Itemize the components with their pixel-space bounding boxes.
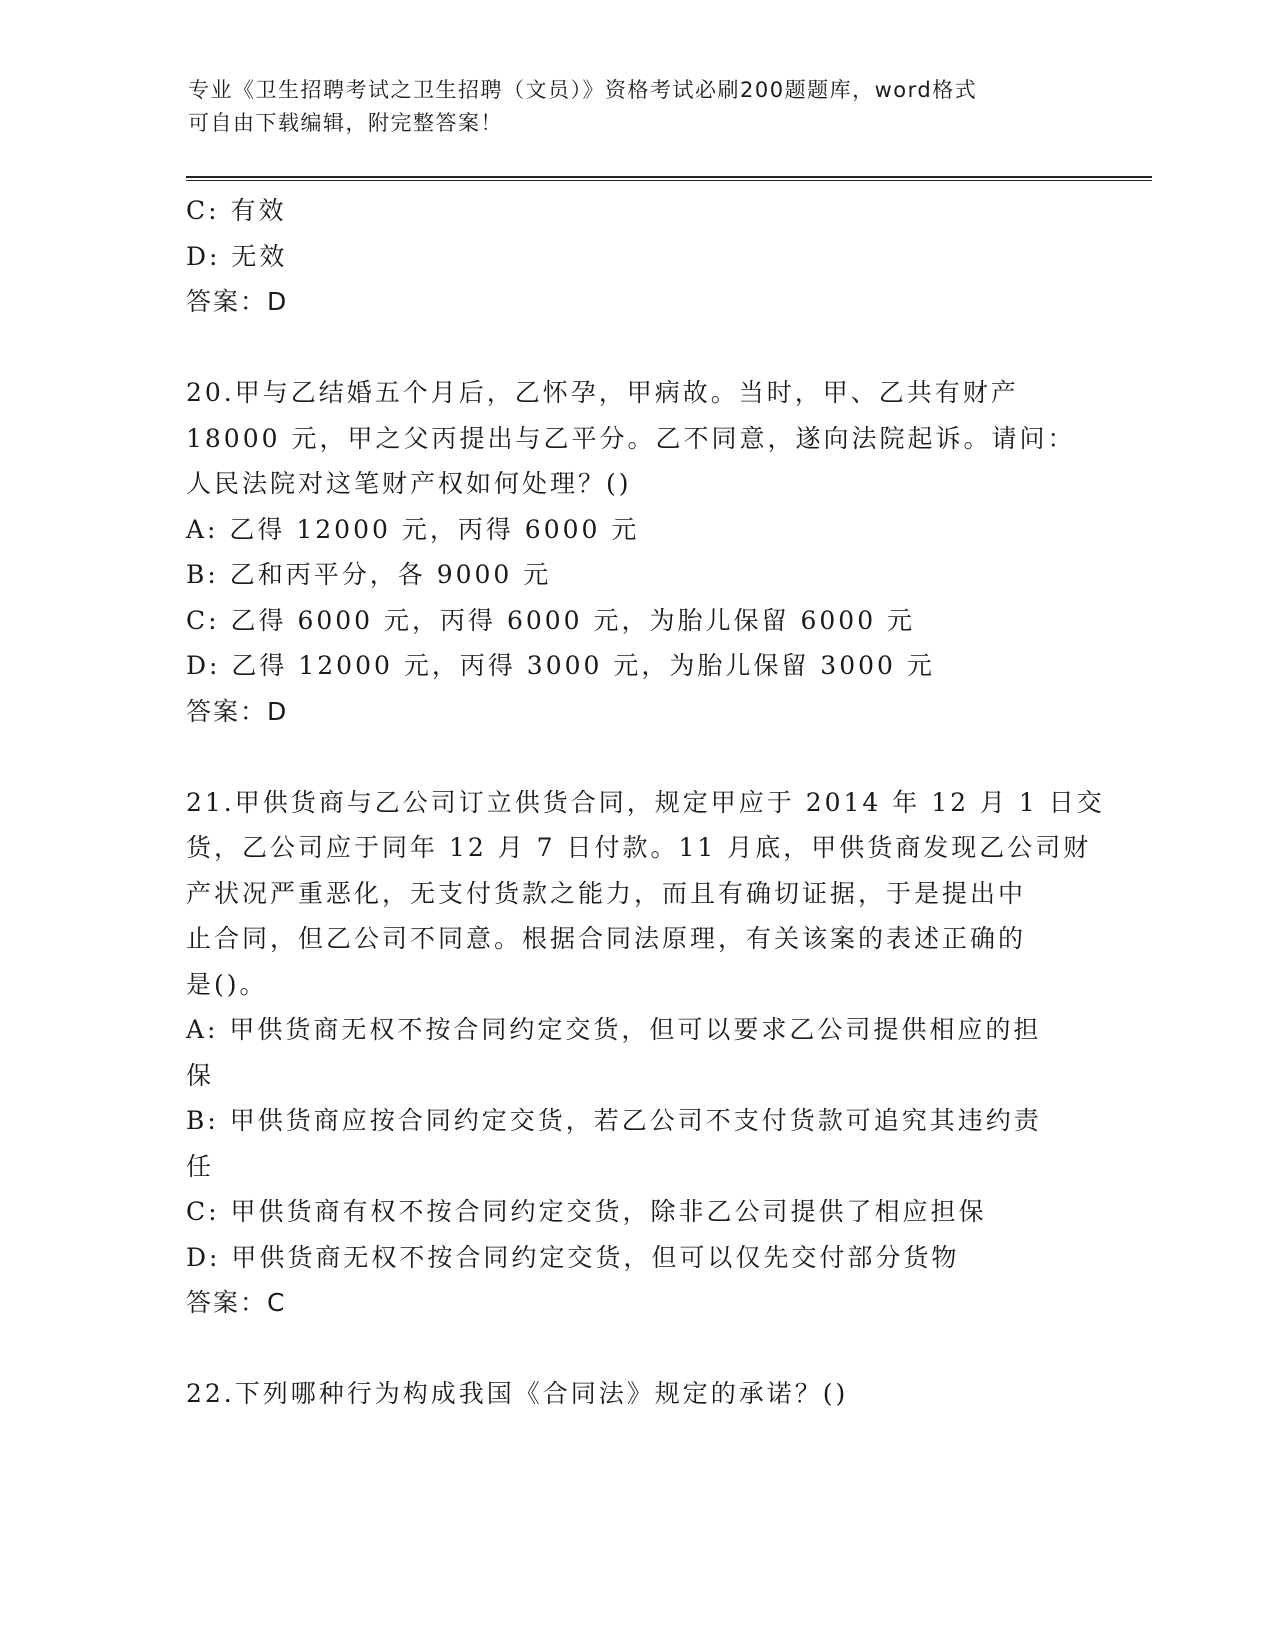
answer-line: 答案：C bbox=[186, 1288, 287, 1317]
option-a-continued: 保 bbox=[186, 1060, 215, 1090]
answer-line: 答案：D bbox=[186, 696, 289, 726]
question-22 bbox=[186, 1371, 1086, 1417]
question-text-line: 货，乙公司应于同年 12 月 7 日付款。11 月底，甲供货商发现乙公司财 bbox=[186, 833, 1092, 862]
spacer bbox=[186, 325, 1086, 371]
option-a: A: 甲供货商无权不按合同约定交货，但可以要求乙公司提供相应的担 bbox=[186, 1015, 1042, 1044]
question-20 bbox=[186, 370, 1086, 734]
question-text-line: 18000 元，甲之父丙提出与乙平分。乙不同意，遂向法院起诉。请问： bbox=[186, 423, 1076, 453]
option-d: D: 无效 bbox=[186, 241, 288, 271]
previous-question bbox=[186, 188, 1086, 325]
option-b-continued: 任 bbox=[186, 1151, 215, 1181]
question-text-line: 20.甲与乙结婚五个月后，乙怀孕，甲病故。当时，甲、乙共有财产 bbox=[186, 378, 1019, 407]
question-text-line: 21.甲供货商与乙公司订立供货合同，规定甲应于 2014 年 12 月 1 日交 bbox=[186, 787, 1105, 817]
option-d: D: 甲供货商无权不按合同约定交货，但可以仅先交付部分货物 bbox=[186, 1242, 960, 1272]
question-text-line: 产状况严重恶化，无支付货款之能力，而且有确切证据，于是提出中 bbox=[186, 878, 1027, 908]
document-body bbox=[186, 188, 1105, 1417]
question-21 bbox=[186, 780, 1105, 1326]
spacer bbox=[186, 1326, 1086, 1372]
option-c: C: 有效 bbox=[186, 196, 287, 225]
header-line-2: 可自由下载编辑，附完整答案！ bbox=[188, 111, 503, 135]
answer-line: 答案：D bbox=[186, 287, 289, 316]
spacer bbox=[186, 734, 1086, 780]
option-a: A: 乙得 12000 元，丙得 6000 元 bbox=[186, 514, 640, 544]
document-header bbox=[188, 74, 1088, 140]
header-line-1: 专业《卫生招聘考试之卫生招聘（文员）》资格考试必刷200题题库，word格式 bbox=[188, 78, 978, 102]
option-c: C: 乙得 6000 元，丙得 6000 元，为胎儿保留 6000 元 bbox=[186, 605, 916, 635]
header-divider bbox=[186, 176, 1152, 181]
question-text-line: 22.下列哪种行为构成我国《合同法》规定的承诺？() bbox=[186, 1379, 849, 1408]
question-text-line: 止合同，但乙公司不同意。根据合同法原理，有关该案的表述正确的 bbox=[186, 924, 1027, 953]
question-text-line: 是()。 bbox=[186, 969, 268, 999]
option-b: B: 乙和丙平分，各 9000 元 bbox=[186, 560, 552, 589]
option-c: C: 甲供货商有权不按合同约定交货，除非乙公司提供了相应担保 bbox=[186, 1197, 987, 1226]
option-b: B: 甲供货商应按合同约定交货，若乙公司不支付货款可追究其违约责 bbox=[186, 1106, 1042, 1135]
option-d: D: 乙得 12000 元，丙得 3000 元，为胎儿保留 3000 元 bbox=[186, 651, 935, 680]
question-text-line: 人民法院对这笔财产权如何处理？() bbox=[186, 469, 632, 498]
